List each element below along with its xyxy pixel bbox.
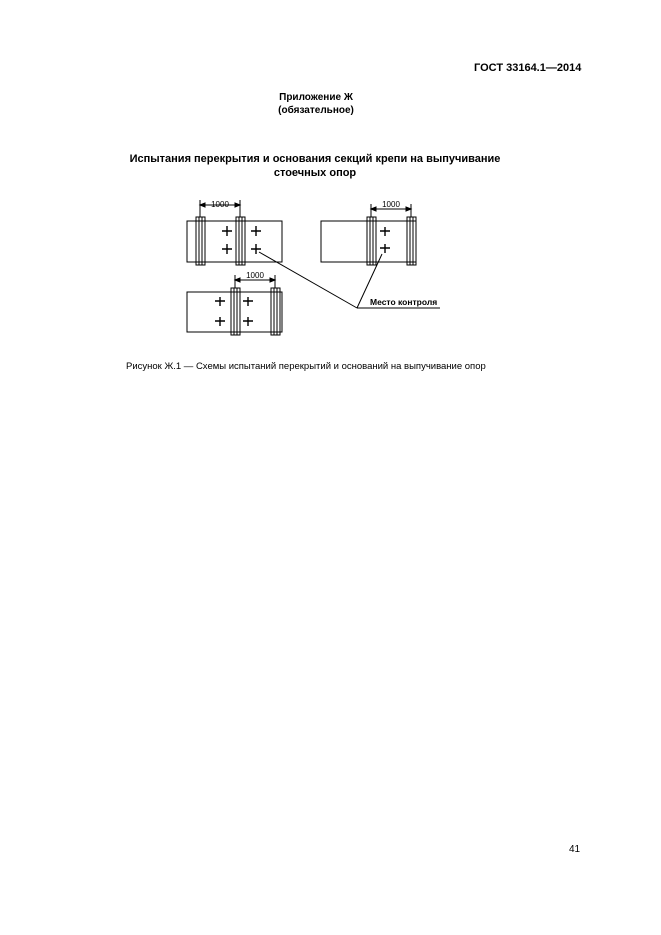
slab-outline xyxy=(187,221,282,262)
figure-caption: Рисунок Ж.1 — Схемы испытаний перекрытий и оснований на выпучивание опор xyxy=(126,361,486,372)
dimension-label-top-left: 1000 xyxy=(211,200,229,209)
support-frame xyxy=(236,217,245,265)
support-frame xyxy=(196,217,205,265)
appendix-title: Приложение Ж xyxy=(279,92,353,103)
appendix-status: (обязательное) xyxy=(278,105,354,116)
section-title-line-2: стоечных опор xyxy=(273,167,357,179)
support-frame xyxy=(231,288,240,335)
dimension-label-bottom: 1000 xyxy=(246,271,264,280)
callout-label: Место контроля xyxy=(370,297,438,307)
support-frame xyxy=(271,288,280,335)
scheme-top-left xyxy=(187,200,282,265)
scheme-bottom xyxy=(187,275,282,335)
section-title xyxy=(100,152,530,180)
test-scheme-figure xyxy=(180,190,450,340)
page-number: 41 xyxy=(569,844,581,855)
support-frame xyxy=(407,217,416,265)
dimension-label-top-right: 1000 xyxy=(382,200,400,209)
slab-outline xyxy=(321,221,416,262)
scheme-top-right xyxy=(321,204,416,265)
section-title-line-1: Испытания перекрытия и основания секций крепи на выпучивание xyxy=(129,153,501,165)
measure-point-markers xyxy=(380,227,390,253)
support-frame xyxy=(367,217,376,265)
document-code: ГОСТ 33164.1—2014 xyxy=(474,62,582,74)
appendix-heading xyxy=(236,91,396,117)
